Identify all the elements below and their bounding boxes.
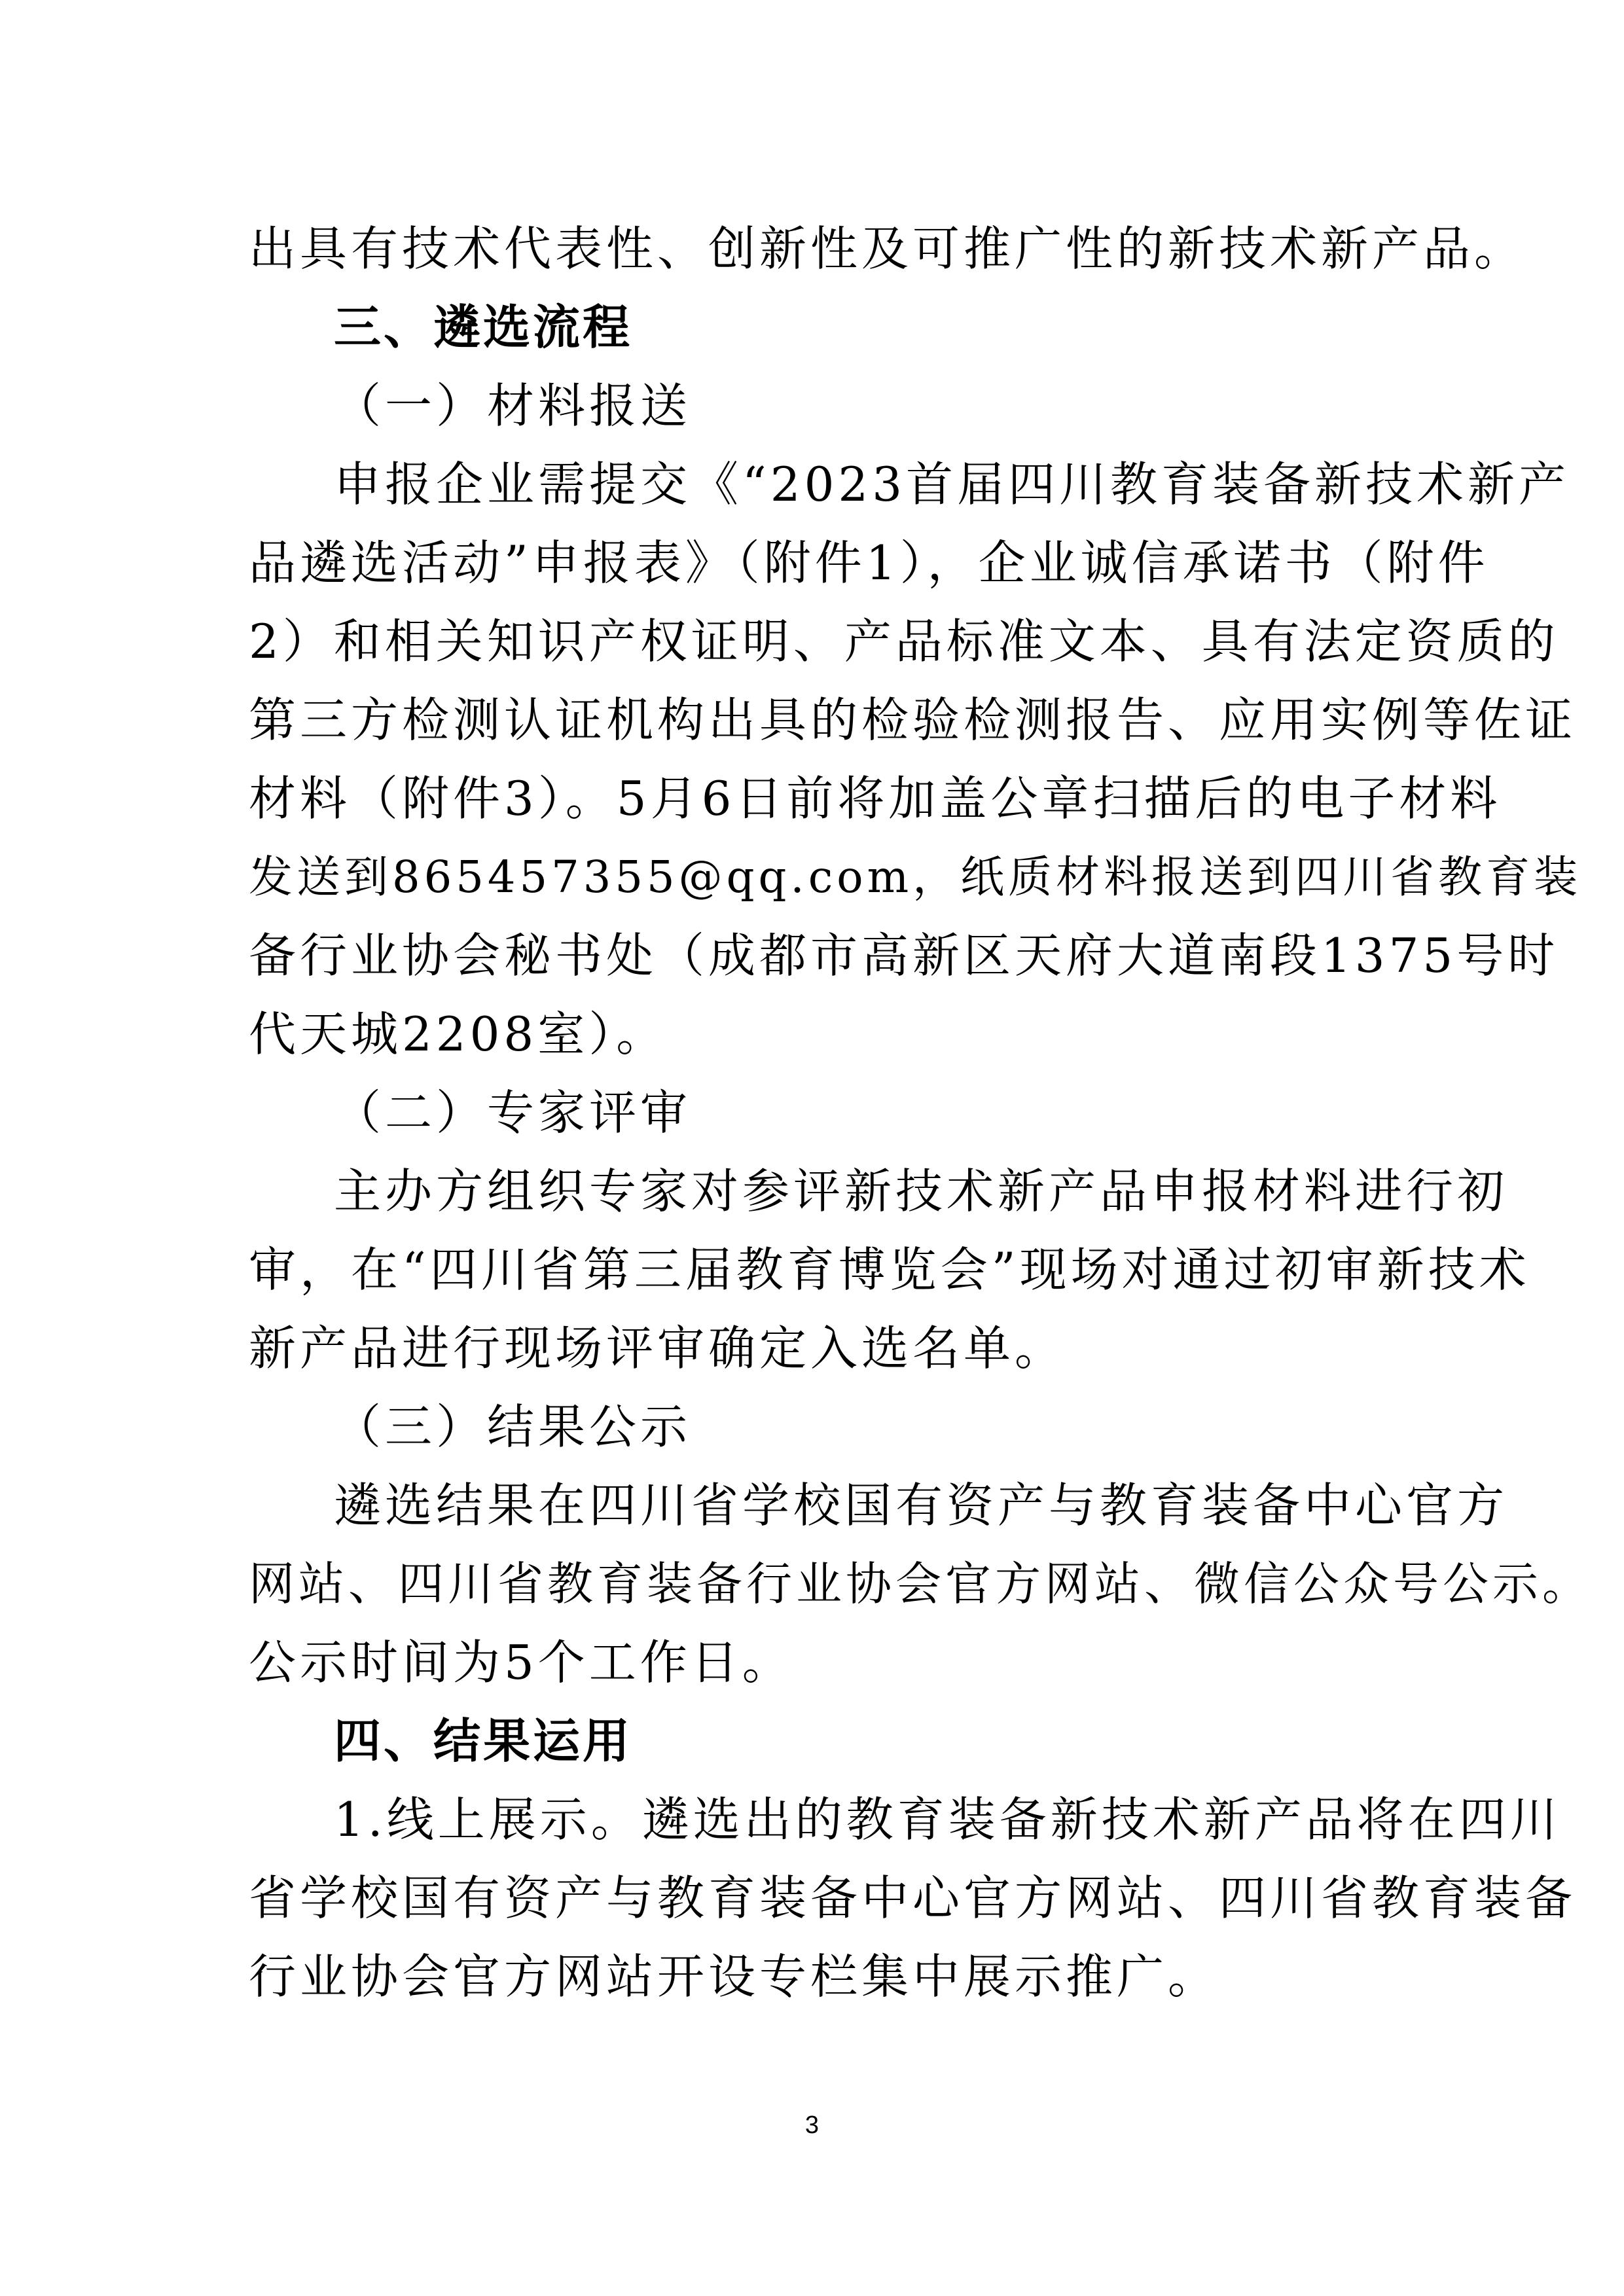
paragraph-line: 行业协会官方网站开设专栏集中展示推广。 xyxy=(249,1949,1219,2004)
subsection-heading: （一）材料报送 xyxy=(334,378,692,433)
paragraph-line: 省学校国有资产与教育装备中心官方网站、四川省教育装备 xyxy=(249,1871,1577,1926)
paragraph-line: 新产品进行现场评审确定入选名单。 xyxy=(249,1321,1066,1376)
paragraph-line: 2）和相关知识产权证明、产品标准文本、具有法定资质的 xyxy=(249,614,1559,669)
subsection-heading: （三）结果公示 xyxy=(334,1399,692,1454)
paragraph-line: 备行业协会秘书处（成都市高新区天府大道南段1375号时 xyxy=(249,928,1559,983)
paragraph-line: 申报企业需提交《“2023首届四川教育装备新技术新产 xyxy=(334,457,1570,512)
paragraph-line: 审，在“四川省第三届教育博览会”现场对通过初审新技术 xyxy=(249,1242,1530,1297)
paragraph-line: 网站、四川省教育装备行业协会官方网站、微信公众号公示。 xyxy=(249,1557,1592,1611)
subsection-heading: （二）专家评审 xyxy=(334,1085,692,1140)
page-number: 3 xyxy=(804,2111,820,2139)
paragraph-line: 第三方检测认证机构出具的检验检测报告、应用实例等佐证 xyxy=(249,692,1577,747)
paragraph-line: 代天城2208室）。 xyxy=(249,1007,668,1062)
paragraph-line: 公示时间为5个工作日。 xyxy=(249,1635,793,1690)
paragraph-line: 主办方组织专家对参评新技术新产品申报材料进行初 xyxy=(334,1164,1509,1219)
section-heading: 三、遴选流程 xyxy=(334,300,633,355)
paragraph-line: 遴选结果在四川省学校国有资产与教育装备中心官方 xyxy=(334,1478,1509,1533)
paragraph-line: 发送到865457355@qq.com，纸质材料报送到四川省教育装 xyxy=(249,852,1582,903)
paragraph-line: 品遴选活动”申报表》（附件1），企业诚信承诺书（附件 xyxy=(249,535,1489,590)
paragraph-line: 出具有技术代表性、创新性及可推广性的新技术新产品。 xyxy=(249,221,1526,276)
paragraph-line: 材料（附件3）。5月6日前将加盖公章扫描后的电子材料 xyxy=(249,771,1502,826)
section-heading: 四、结果运用 xyxy=(334,1713,633,1768)
paragraph-line: 1.线上展示。遴选出的教育装备新技术新产品将在四川 xyxy=(334,1792,1561,1847)
